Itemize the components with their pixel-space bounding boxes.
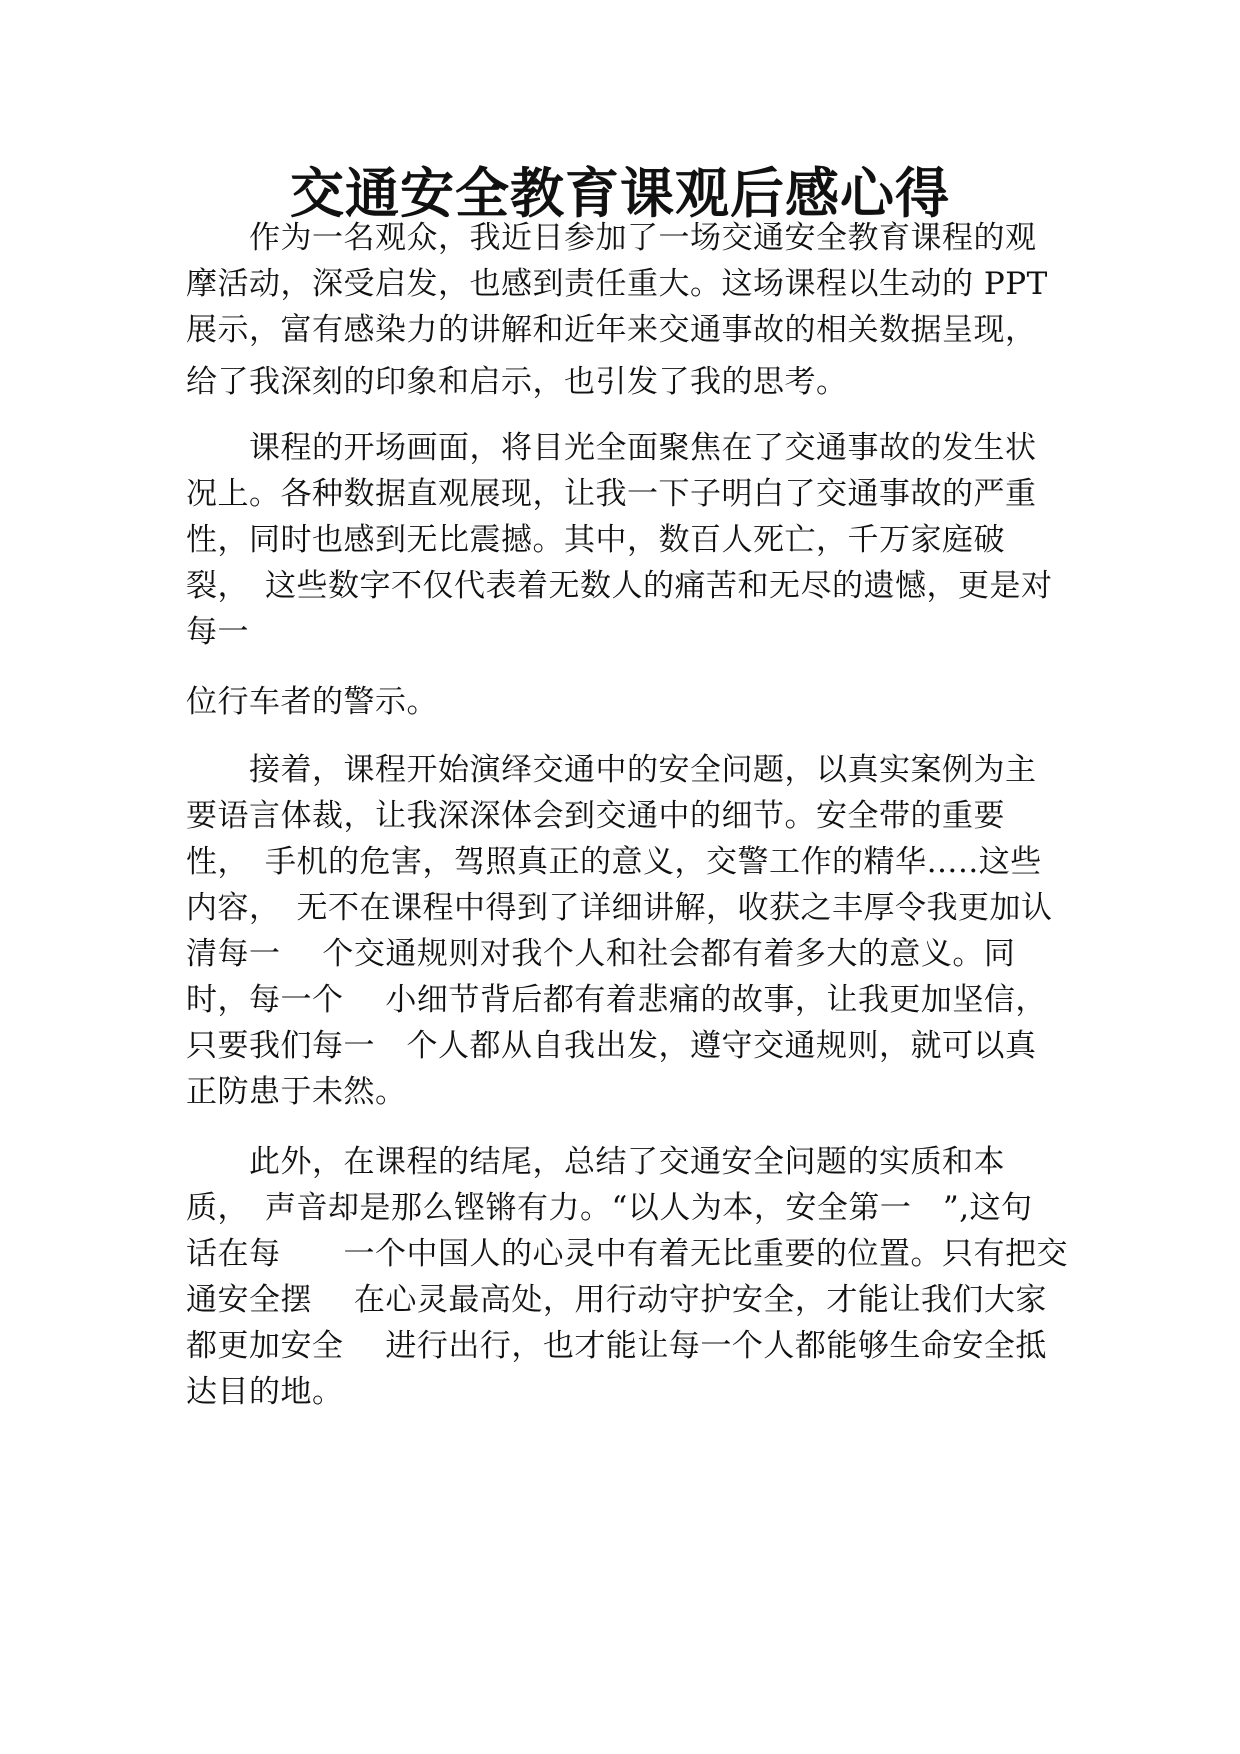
body-line: 性， 手机的危害，驾照真正的意义，交警工作的精华…..这些 bbox=[186, 844, 1042, 880]
body-line: 况上。各种数据直观展现，让我一下子明白了交通事故的严重 bbox=[186, 476, 1037, 512]
body-line: 展示，富有感染力的讲解和近年来交通事故的相关数据呈现， bbox=[186, 312, 1037, 348]
body-line: 裂， 这些数字不仅代表着无数人的痛苦和无尽的遗憾，更是对 bbox=[186, 568, 1053, 604]
body-line: 性，同时也感到无比震撼。其中，数百人死亡，千万家庭破 bbox=[186, 522, 1005, 558]
body-line: 质， 声音却是那么铿锵有力。“以人为本，安全第一 ”,这句 bbox=[186, 1190, 1033, 1226]
body-line: 给了我深刻的印象和启示，也引发了我的思考。 bbox=[186, 364, 848, 400]
body-line: 位行车者的警示。 bbox=[186, 684, 438, 720]
body-line: 接着，课程开始演绎交通中的安全问题，以真实案例为主 bbox=[186, 752, 1037, 788]
body-line: 话在每 一个中国人的心灵中有着无比重要的位置。只有把交 bbox=[186, 1236, 1068, 1272]
body-line: 此外，在课程的结尾，总结了交通安全问题的实质和本 bbox=[186, 1144, 1005, 1180]
body-line: 达目的地。 bbox=[186, 1374, 344, 1410]
body-line: 课程的开场画面，将目光全面聚焦在了交通事故的发生状 bbox=[186, 430, 1037, 466]
body-line: 作为一名观众，我近日参加了一场交通安全教育课程的观 bbox=[186, 220, 1037, 256]
body-line: 每一 bbox=[186, 614, 249, 650]
body-line: 正防患于未然。 bbox=[186, 1074, 407, 1110]
body-line: 只要我们每一 个人都从自我出发，遵守交通规则，就可以真 bbox=[186, 1028, 1037, 1064]
document-title: 交通安全教育课观后感心得 bbox=[290, 161, 950, 225]
body-line: 都更加安全 进行出行，也才能让每一个人都能够生命安全抵 bbox=[186, 1328, 1047, 1364]
body-line: 摩活动，深受启发，也感到责任重大。这场课程以生动的 PPT bbox=[186, 266, 1048, 302]
body-line: 内容， 无不在课程中得到了详细讲解，收获之丰厚令我更加认 bbox=[186, 890, 1053, 926]
body-line: 时，每一个 小细节背后都有着悲痛的故事，让我更加坚信， bbox=[186, 982, 1047, 1018]
body-line: 要语言体裁，让我深深体会到交通中的细节。安全带的重要 bbox=[186, 798, 1005, 834]
body-line: 通安全摆 在心灵最高处，用行动守护安全，才能让我们大家 bbox=[186, 1282, 1047, 1318]
body-line: 清每一 个交通规则对我个人和社会都有着多大的意义。同 bbox=[186, 936, 1016, 972]
